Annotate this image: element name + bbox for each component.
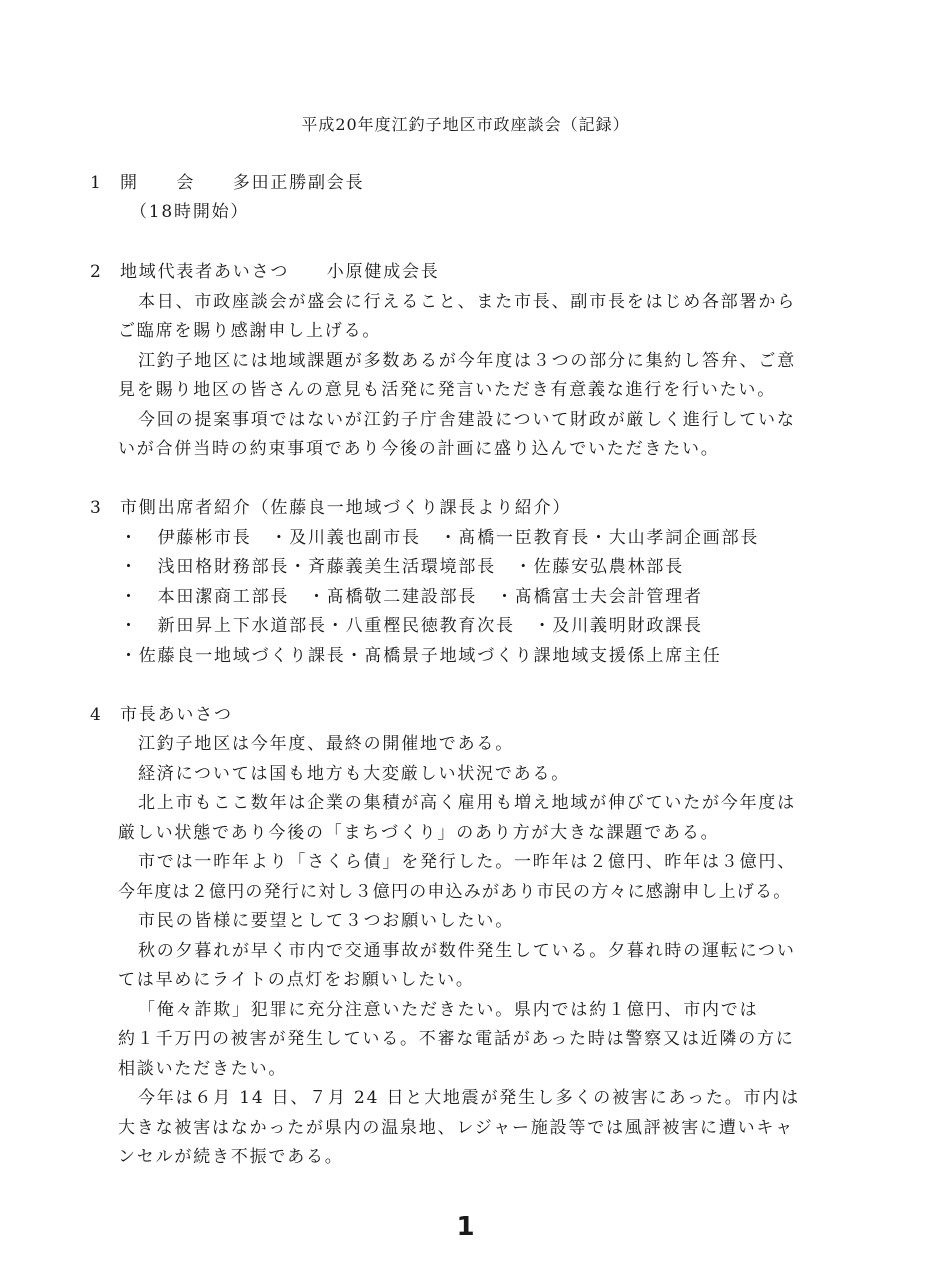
section-4-paragraph-line: 秋の夕暮れが早く市内で交通事故が数件発生している。夕暮れ時の運転につい — [138, 941, 796, 961]
attendee-list-line: ・佐藤良一地域づくり課長・髙橋景子地域づくり課地域支援係上席主任 — [120, 646, 722, 666]
section-4-paragraph-line: 厳しい状態であり今後の「まちづくり」のあり方が大きな課題である。 — [118, 823, 720, 843]
section-2-paragraph-line: 本日、市政座談会が盛会に行えること、また市長、副市長をはじめ各部署から — [138, 292, 796, 312]
section-4-number: 4 — [90, 705, 103, 725]
section-2-title: 地域代表者あいさつ 小原健成会長 — [120, 262, 440, 282]
section-2-paragraph-line: 今回の提案事項ではないが江釣子庁舎建設について財政が厳しく進行していな — [138, 410, 796, 430]
section-2-heading — [90, 261, 440, 283]
section-4-paragraph-line: 市では一昨年より「さくら債」を発行した。一昨年は２億円、昨年は３億円、 — [138, 852, 796, 872]
section-2-paragraph-line: 江釣子地区には地域課題が多数あるが今年度は３つの部分に集約し答弁、ご意 — [138, 351, 796, 371]
attendee-list-line: ・ 伊藤彬市長 ・及川義也副市長 ・髙橋一臣教育長・大山孝詞企画部長 — [120, 528, 760, 548]
section-4-paragraph-line: 相談いただきたい。 — [118, 1059, 288, 1079]
section-2-number: 2 — [90, 262, 103, 282]
section-1-note: （18時開始） — [130, 202, 250, 222]
section-3-title: 市側出席者紹介（佐藤良一地域づくり課長より紹介） — [120, 498, 572, 518]
page-number: 1 — [456, 1212, 475, 1242]
attendee-list-line: ・ 本田潔商工部長 ・髙橋敬二建設部長 ・髙橋富士夫会計管理者 — [120, 587, 703, 607]
attendee-list-line: ・ 新田昇上下水道部長・八重樫民徳教育次長 ・及川義明財政課長 — [120, 616, 703, 636]
section-2-paragraph-line: ご臨席を賜り感謝申し上げる。 — [118, 321, 382, 341]
section-1-heading — [90, 172, 364, 194]
section-2-paragraph-line: 見を賜り地区の皆さんの意見も活発に発言いただき有意義な進行を行いたい。 — [118, 380, 776, 400]
section-4-title: 市長あいさつ — [120, 705, 233, 725]
section-4-paragraph-line: ンセルが続き不振である。 — [118, 1147, 344, 1167]
section-3-heading — [90, 497, 571, 519]
section-2-paragraph-line: いが合併当時の約束事項であり今後の計画に盛り込んでいただきたい。 — [118, 439, 720, 459]
section-4-paragraph-line: 今年は６月 14 日、７月 24 日と大地震が発生し多くの被害にあった。市内は — [138, 1088, 800, 1108]
section-4-paragraph-line: 江釣子地区は今年度、最終の開催地である。 — [138, 734, 514, 754]
document-title: 平成20年度江釣子地区市政座談会（記録） — [301, 115, 630, 134]
section-4-paragraph-line: 市民の皆様に要望として３つお願いしたい。 — [138, 911, 514, 931]
section-4-paragraph-line: 約１千万円の被害が発生している。不審な電話があった時は警察又は近隣の方に — [118, 1029, 795, 1049]
section-1-number: 1 — [90, 173, 103, 193]
attendee-list-line: ・ 浅田格財務部長・斉藤義美生活環境部長 ・佐藤安弘農林部長 — [120, 557, 684, 577]
section-1-title: 開 会 多田正勝副会長 — [120, 173, 365, 193]
section-4-paragraph-line: 「俺々詐欺」犯罪に充分注意いただきたい。県内では約１億円、市内では — [138, 1000, 759, 1020]
section-4-paragraph-line: 大きな被害はなかったが県内の温泉地、レジャー施設等では風評被害に遭いキャ — [118, 1118, 795, 1138]
section-4-paragraph-line: 北上市もここ数年は企業の集積が高く雇用も増え地域が伸びていたが今年度は — [138, 793, 796, 813]
section-4-heading — [90, 704, 233, 726]
section-3-number: 3 — [90, 498, 103, 518]
section-4-paragraph-line: ては早めにライトの点灯をお願いしたい。 — [118, 970, 475, 990]
section-4-paragraph-line: 経済については国も地方も大変厳しい状況である。 — [138, 764, 571, 784]
section-4-paragraph-line: 今年度は２億円の発行に対し３億円の申込みがあり市民の方々に感謝申し上げる。 — [118, 882, 792, 902]
